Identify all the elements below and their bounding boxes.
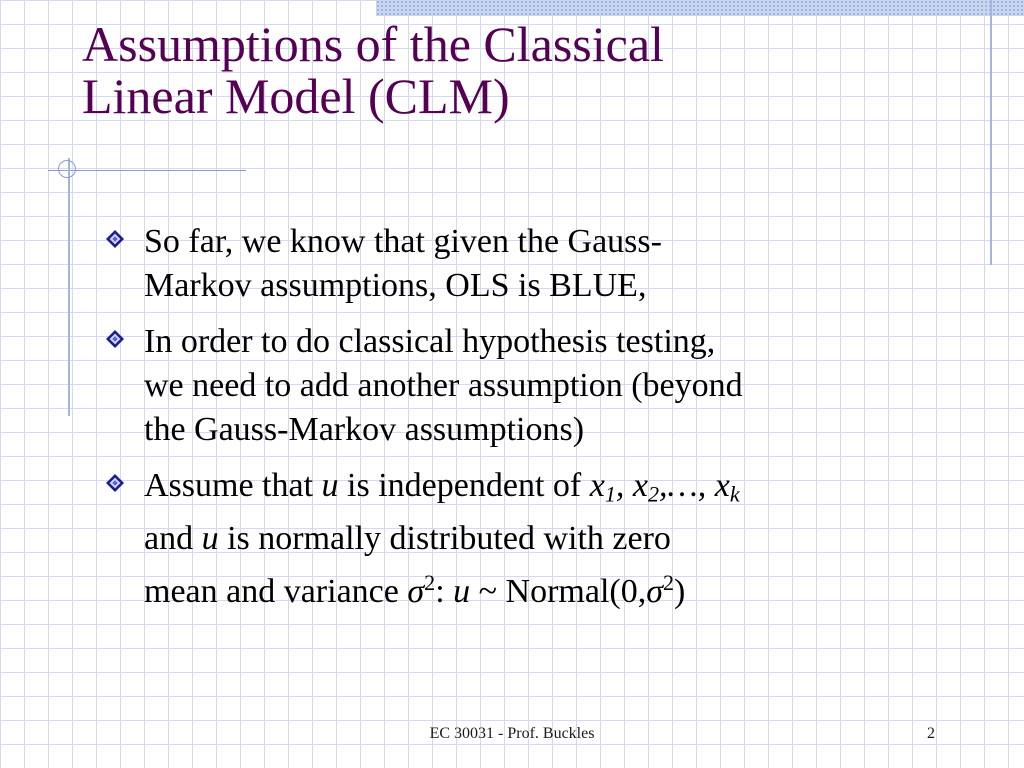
superscript-2: 2 (424, 569, 436, 595)
bullet-2-line3: the Gauss-Markov assumptions) (144, 411, 585, 448)
subscript-1: 1 (604, 481, 616, 507)
footer-course-label: EC 30031 - Prof. Buckles (429, 725, 595, 742)
normal-text: ~ Normal(0, (470, 572, 647, 610)
var-x: x (632, 467, 648, 504)
var-u: u (201, 519, 219, 557)
slide-title-line2: Linear Model (CLM) (82, 68, 510, 124)
close-paren: ) (674, 572, 686, 610)
slide-title (82, 18, 972, 122)
slide-title-line1: Assumptions of the Classical (82, 16, 664, 72)
bullet-2-line1: In order to do classical hypothesis testing, (144, 323, 716, 360)
var-x: x (714, 467, 730, 504)
bullet-3-text: is normally distributed with zero (218, 519, 671, 557)
colon: : (435, 572, 454, 610)
left-decorative-line (68, 158, 70, 416)
superscript-2: 2 (663, 569, 675, 595)
var-u: u (453, 572, 471, 610)
bullet-list (100, 220, 970, 626)
sigma-symbol: σ (646, 572, 663, 610)
bullet-3-text: and (144, 519, 202, 557)
subscript-2: 2 (647, 481, 659, 507)
ellipsis: ,…, (659, 467, 715, 504)
bullet-3-text: is independent of (338, 467, 590, 504)
bullet-3-text: mean and variance (144, 572, 408, 610)
title-underline (48, 170, 246, 171)
subscript-k: k (729, 481, 740, 507)
right-decorative-line (990, 0, 992, 265)
sigma-symbol: σ (407, 572, 425, 610)
bullet-item-2 (100, 320, 970, 452)
diamond-bullet-icon (106, 230, 124, 248)
diamond-bullet-icon (106, 474, 124, 492)
var-x: x (589, 467, 605, 504)
bullet-2-line2: we need to add another assumption (beyond (144, 367, 743, 404)
comma: , (615, 467, 633, 504)
bullet-item-1 (100, 220, 970, 308)
slide-number: 2 (927, 725, 935, 742)
bullet-item-3 (100, 464, 970, 614)
bullet-1-line2: Markov assumptions, OLS is BLUE, (144, 267, 647, 304)
bullet-1-line1: So far, we know that given the Gauss- (144, 223, 662, 260)
decorative-ring (58, 160, 76, 178)
top-decorative-band (376, 0, 1024, 16)
diamond-bullet-icon (106, 330, 124, 348)
bullet-3-text: Assume that (144, 467, 322, 504)
var-u: u (321, 467, 339, 504)
